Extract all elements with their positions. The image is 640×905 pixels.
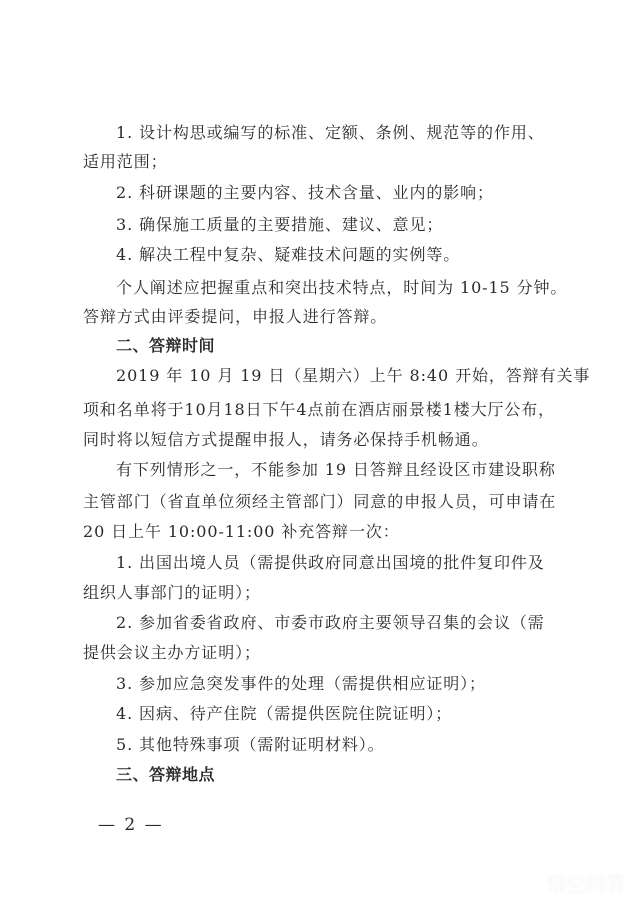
list-item: 2. 参加省委省政府、市委市政府主要领导召集的会议（需 (116, 613, 545, 632)
page-number: — 2 — (98, 815, 164, 835)
paragraph-line: 20 日上午 10:00-11:00 补充答辩一次： (83, 522, 400, 541)
list-item: 1. 出国出境人员（需提供政府同意出国境的批件复印件及 (116, 553, 545, 572)
text-line: 提供会议主办方证明）； (83, 643, 261, 662)
list-item: 4. 因病、待产住院（需提供医院住院证明）； (116, 704, 453, 723)
paragraph-line: 项和名单将于10月18日下午4点前在酒店丽景楼1楼大厅公布， (83, 400, 556, 419)
section-heading: 三、答辩地点 (116, 765, 216, 784)
paragraph-line: 同时将以短信方式提醒申报人，请务必保持手机畅通。 (83, 430, 489, 449)
list-item: 4. 解决工程中复杂、疑难技术问题的实例等。 (116, 245, 461, 264)
text-line: 组织人事部门的证明）； (83, 583, 261, 602)
list-item: 5. 其他特殊事项（需附证明材料）。 (116, 735, 385, 754)
paragraph-line: 主管部门（省直单位须经主管部门）同意的申报人员，可申请在 (83, 492, 557, 511)
watermark: 悟空问答 (546, 872, 626, 896)
section-heading: 二、答辩时间 (116, 336, 216, 355)
paragraph-line: 答辩方式由评委提问，申报人进行答辩。 (83, 307, 388, 326)
paragraph-line: 个人阐述应把握重点和突出技术特点，时间为 10-15 分钟。 (116, 278, 568, 297)
list-item: 1. 设计构思或编写的标准、定额、条例、规范等的作用、 (116, 123, 545, 142)
list-item: 2. 科研课题的主要内容、技术含量、业内的影响； (116, 183, 494, 202)
paragraph-line: 2019 年 10 月 19 日（星期六）上午 8:40 开始，答辩有关事 (116, 366, 591, 385)
list-item: 3. 参加应急突发事件的处理（需提供相应证明）； (116, 674, 486, 693)
list-item: 3. 确保施工质量的主要措施、建议、意见； (116, 215, 444, 234)
paragraph-line: 有下列情形之一，不能参加 19 日答辩且经设区市建设职称 (116, 460, 556, 479)
text-line: 适用范围； (83, 152, 168, 171)
